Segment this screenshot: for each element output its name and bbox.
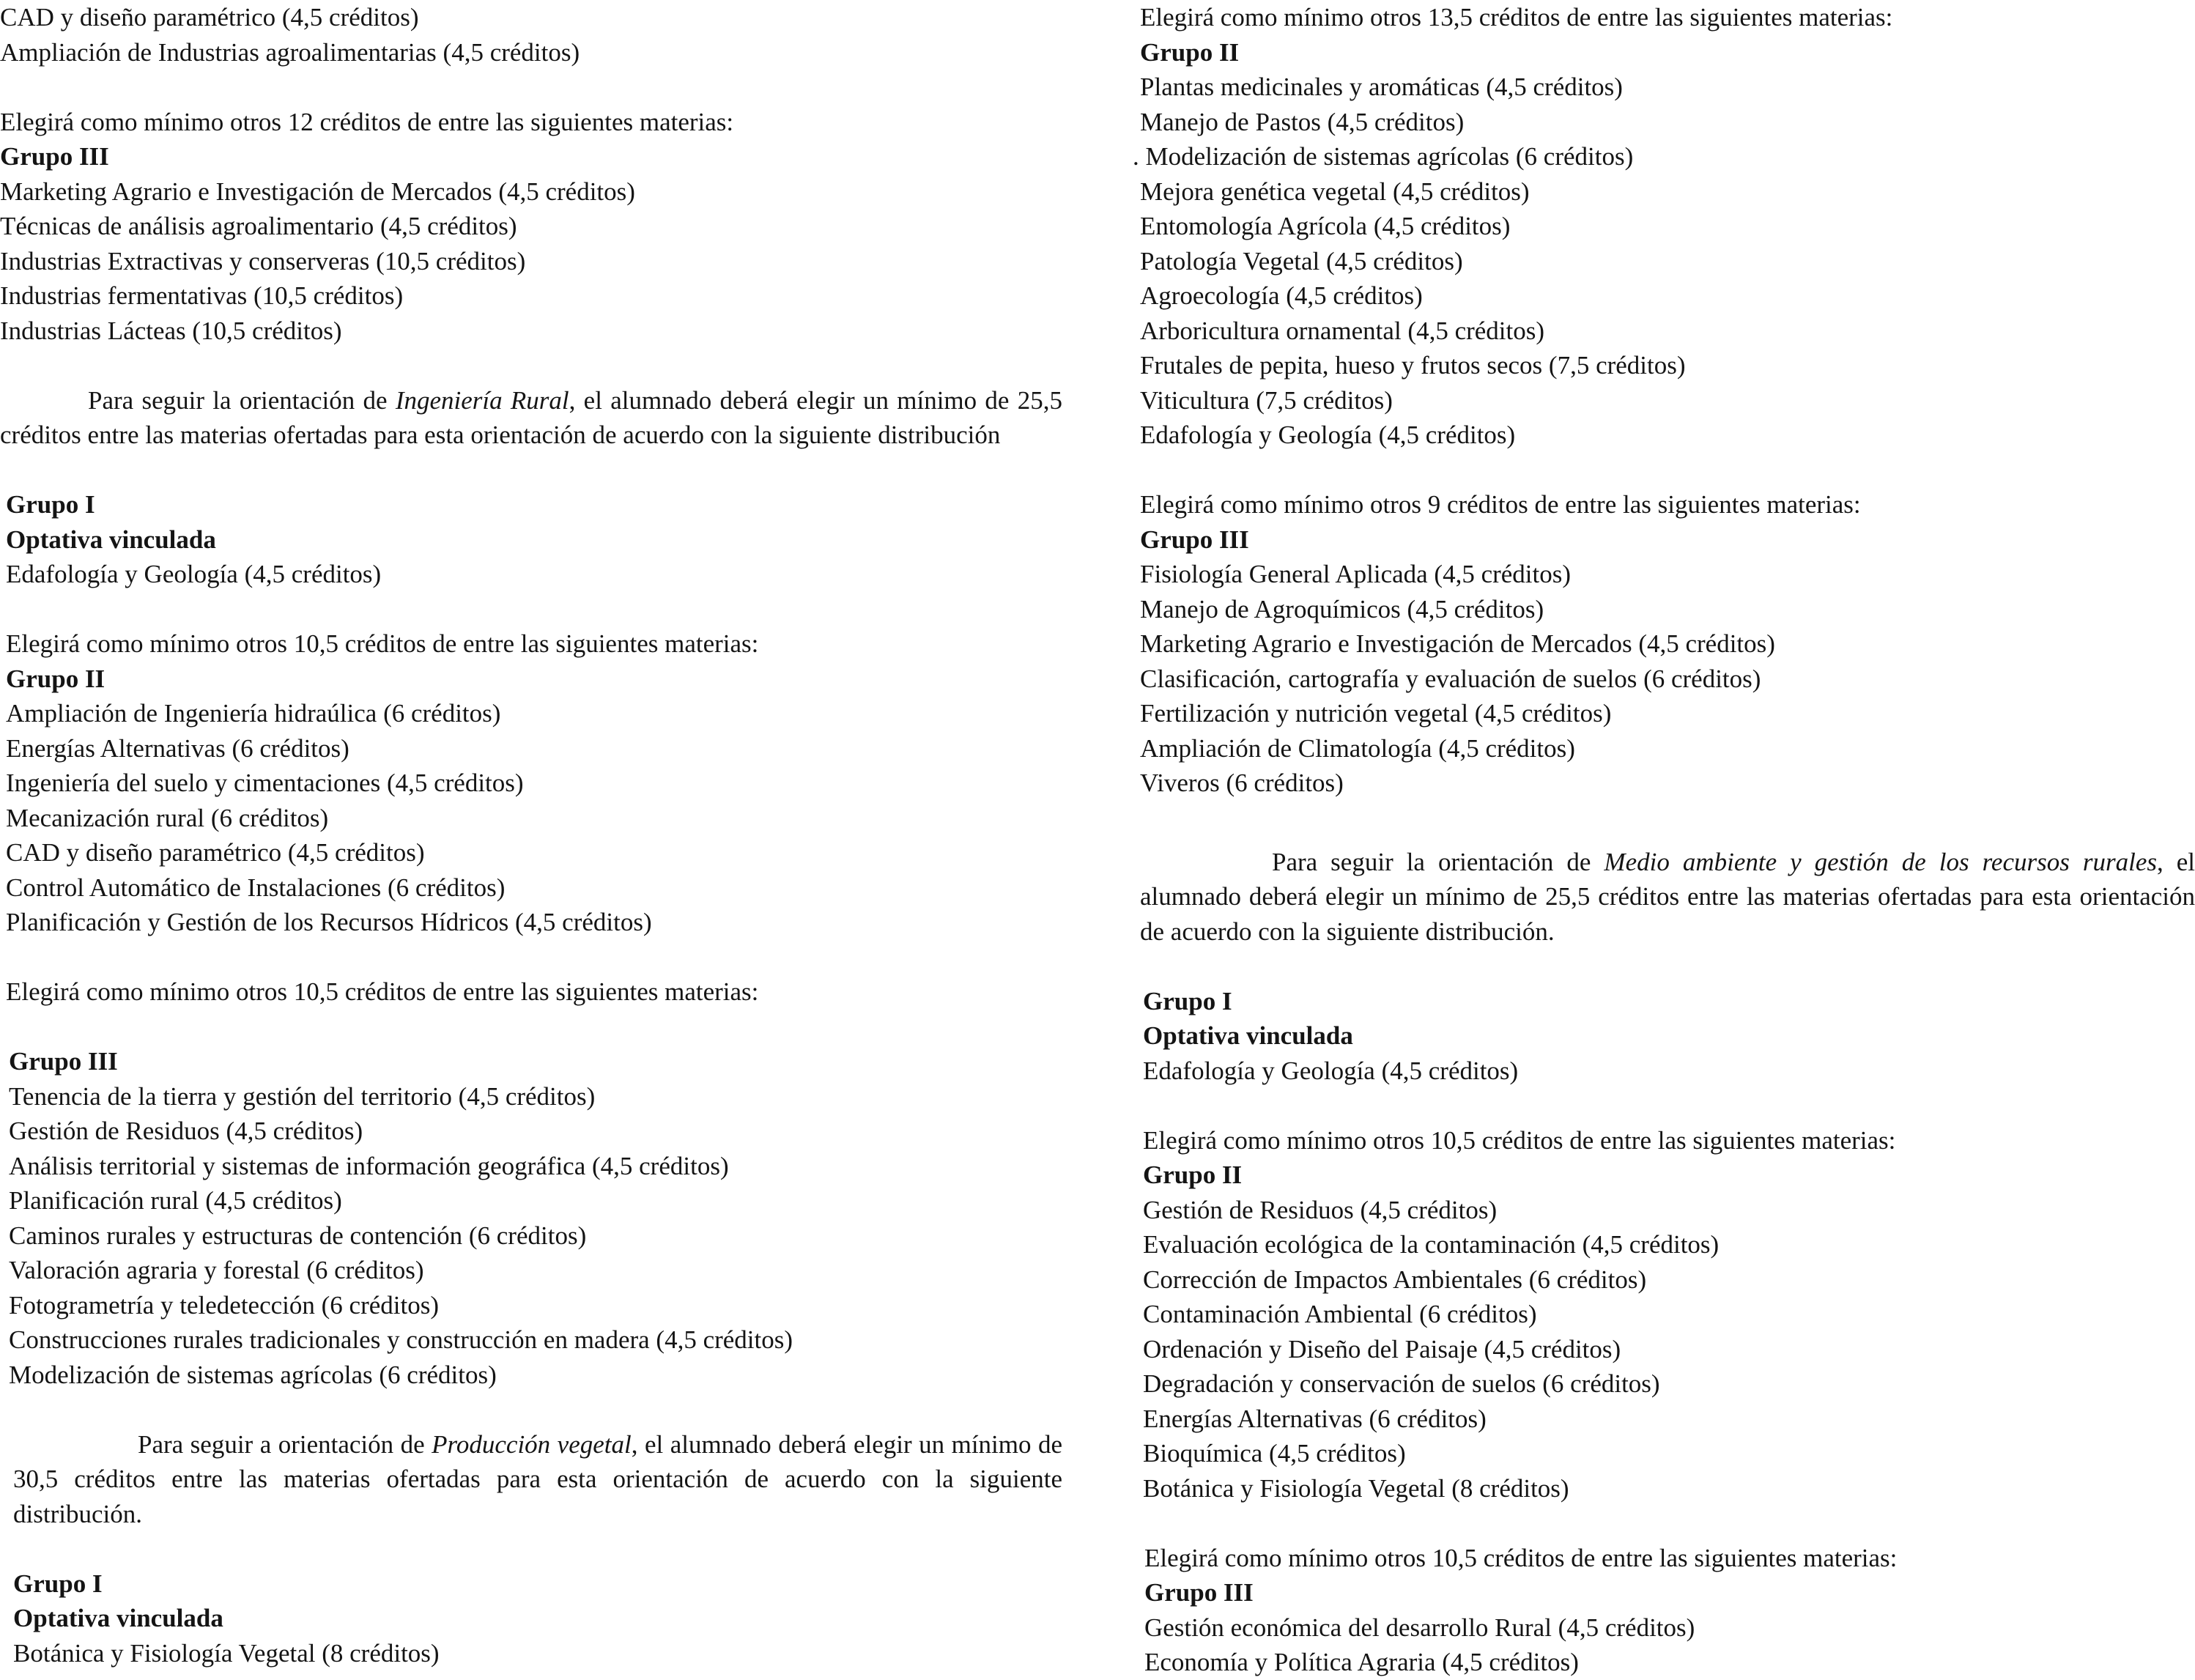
list-item: Mecanización rural (6 créditos) (6, 803, 329, 832)
list-item: Arboricultura ornamental (4,5 créditos) (1140, 316, 1545, 345)
list-item: CAD y diseño paramétrico (4,5 créditos) (6, 838, 425, 867)
list-item: Gestión de Residuos (4,5 créditos) (1143, 1195, 1498, 1224)
list-item: Edafología y Geología (4,5 créditos) (6, 560, 382, 588)
left-column (0, 0, 1062, 1670)
list-item: Manejo de Pastos (4,5 créditos) (1140, 107, 1465, 136)
list-item: Evaluación ecológica de la contaminación (4,5 créditos) (1143, 1230, 1720, 1259)
list-item: Bioquímica (4,5 créditos) (1143, 1439, 1406, 1468)
group-heading: Grupo II (1140, 37, 1240, 67)
list-item: Frutales de pepita, hueso y frutos secos (7,5 créditos) (1140, 351, 1686, 380)
list-item: . Modelización de sistemas agrícolas (6 créditos) (1133, 142, 1634, 171)
group-heading: Grupo I (1143, 986, 1232, 1015)
list-item: Corrección de Impactos Ambientales (6 créditos) (1143, 1265, 1647, 1294)
list-item: Marketing Agrario e Investigación de Mercados (4,5 créditos) (1140, 629, 1775, 658)
list-item: Modelización de sistemas agrícolas (6 créditos) (9, 1360, 497, 1389)
top-lines (0, 0, 1062, 70)
list-item: Contaminación Ambiental (6 créditos) (1143, 1300, 1537, 1328)
orientation-name: Medio ambiente y gestión de los recursos rurales (1604, 847, 2157, 876)
group-list (0, 696, 1062, 940)
list-item: Ordenación y Diseño del Paisaje (4,5 créditos) (1143, 1334, 1621, 1363)
list-item: Ampliación de Climatología (4,5 créditos) (1140, 733, 1575, 763)
paragraph-text: , el alumnado deberá elegir un mínimo de 25,5 créditos entre las materias ofertadas para esta orientación de acuerdo con la siguiente distribución. (1140, 847, 2195, 946)
list-item: Fisiología General Aplicada (4,5 créditos) (1140, 560, 1572, 588)
right-column (1133, 0, 2195, 1680)
selection-intro: Elegirá como mínimo otros 10,5 créditos de entre las siguientes materias: (6, 977, 759, 1006)
group-list (0, 174, 1062, 349)
list-item: Edafología y Geología (4,5 créditos) (1140, 421, 1516, 449)
orientation-paragraph (1140, 845, 2195, 950)
list-item: Plantas medicinales y aromáticas (4,5 créditos) (1140, 73, 1623, 101)
group-heading: Grupo III (1144, 1578, 1254, 1607)
group-heading: Grupo III (0, 142, 109, 171)
group-heading: Grupo II (6, 664, 106, 693)
list-item: Ampliación de Industrias agroalimentarias (4,5 créditos) (0, 37, 580, 67)
paragraph-text: , el alumnado deberá elegir un mínimo de 25,5 créditos entre las materias ofertadas para esta orientación de acuerdo con la siguiente distribución (0, 385, 1062, 449)
group-heading: Grupo II (1143, 1161, 1243, 1189)
list-item: Industrias Lácteas (10,5 créditos) (0, 316, 342, 345)
list-item: Clasificación, cartografía y evaluación de suelos (6 créditos) (1140, 664, 1761, 693)
paragraph-text: Para seguir la orientación de (1272, 847, 1604, 876)
list-item: Control Automático de Instalaciones (6 créditos) (6, 873, 506, 902)
orientation-name: Ingeniería Rural (395, 385, 569, 415)
list-item: Viveros (6 créditos) (1140, 769, 1344, 797)
list-item: Técnicas de análisis agroalimentario (4,5 créditos) (0, 212, 517, 240)
optativa-heading: Optativa vinculada (13, 1604, 223, 1632)
list-item: CAD y diseño paramétrico (4,5 créditos) (0, 3, 419, 32)
list-item: Ingeniería del suelo y cimentaciones (4,5 créditos) (6, 769, 524, 797)
group-list (1133, 70, 2195, 453)
selection-intro: Elegirá como mínimo otros 12 créditos de entre las siguientes materias: (0, 107, 734, 136)
orientation-name: Producción vegetal (432, 1429, 632, 1459)
list-item: Botánica y Fisiología Vegetal (8 créditos) (1143, 1473, 1569, 1503)
paragraph-text: Para seguir a orientación de (138, 1429, 432, 1459)
group-list (1140, 557, 2195, 801)
list-item: Edafología y Geología (4,5 créditos) (1143, 1056, 1519, 1085)
list-item: Patología Vegetal (4,5 créditos) (1140, 246, 1463, 275)
list-item: Marketing Agrario e Investigación de Mercados (4,5 créditos) (0, 177, 635, 206)
list-item: Industrias fermentativas (10,5 créditos) (0, 281, 404, 310)
group-list (0, 1079, 1062, 1393)
paragraph-text: Para seguir la orientación de (88, 385, 396, 415)
list-item: Energías Alternativas (6 créditos) (1143, 1404, 1487, 1433)
selection-intro: Elegirá como mínimo otros 13,5 créditos de entre las siguientes materias: (1140, 3, 1893, 32)
list-item: Fertilización y nutrición vegetal (4,5 créditos) (1140, 699, 1612, 728)
list-item: Construcciones rurales tradicionales y construcción en madera (4,5 créditos) (9, 1325, 793, 1354)
group-heading: Grupo I (6, 490, 95, 519)
list-item: Mejora genética vegetal (4,5 créditos) (1140, 177, 1530, 206)
group-list (1140, 1610, 2195, 1680)
list-item: Planificación y Gestión de los Recursos Hídricos (4,5 créditos) (6, 908, 652, 936)
selection-intro: Elegirá como mínimo otros 10,5 créditos de entre las siguientes materias: (1144, 1543, 1898, 1572)
list-item: Botánica y Fisiología Vegetal (8 créditos) (13, 1638, 440, 1668)
list-item: Ampliación de Ingeniería hidraúlica (6 créditos) (6, 699, 501, 728)
list-item: Gestión de Residuos (4,5 créditos) (9, 1117, 363, 1145)
group-heading: Grupo III (9, 1047, 118, 1076)
list-item: Degradación y conservación de suelos (6 créditos) (1143, 1369, 1660, 1398)
list-item: Gestión económica del desarrollo Rural (4,5 créditos) (1144, 1613, 1695, 1642)
list-item: Caminos rurales y estructuras de contención (6 créditos) (9, 1221, 587, 1250)
group-heading: Grupo III (1140, 525, 1249, 554)
list-item: Tenencia de la tierra y gestión del territorio (4,5 créditos) (9, 1081, 596, 1111)
paragraph-text: , el alumnado deberá elegir un mínimo de 30,5 créditos entre las materias ofertadas para esta orientación de acuerdo con la siguiente distribución. (13, 1429, 1063, 1528)
orientation-paragraph (0, 1427, 1062, 1532)
list-item: Manejo de Agroquímicos (4,5 créditos) (1140, 594, 1544, 623)
list-item: Economía y Política Agraria (4,5 créditos) (1144, 1648, 1579, 1676)
list-item: Industrias Extractivas y conserveras (10,5 créditos) (0, 246, 526, 275)
list-item: Análisis territorial y sistemas de información geográfica (4,5 créditos) (9, 1151, 729, 1180)
group-list (1140, 1193, 2195, 1506)
list-item: Fotogrametría y teledetección (6 créditos) (9, 1290, 439, 1320)
list-item: Valoración agraria y forestal (6 créditos) (9, 1256, 424, 1284)
list-item: Entomología Agrícola (4,5 créditos) (1140, 212, 1511, 240)
selection-intro: Elegirá como mínimo otros 10,5 créditos de entre las siguientes materias: (6, 629, 759, 658)
orientation-paragraph (0, 383, 1062, 453)
group-heading: Grupo I (13, 1569, 103, 1598)
selection-intro: Elegirá como mínimo otros 10,5 créditos de entre las siguientes materias: (1143, 1125, 1896, 1155)
list-item: Energías Alternativas (6 créditos) (6, 733, 349, 763)
list-item: Planificación rural (4,5 créditos) (9, 1186, 342, 1215)
selection-intro: Elegirá como mínimo otros 9 créditos de entre las siguientes materias: (1140, 490, 1861, 519)
optativa-heading: Optativa vinculada (1143, 1021, 1353, 1050)
list-item: Viticultura (7,5 créditos) (1140, 385, 1393, 415)
list-item: Agroecología (4,5 créditos) (1140, 281, 1423, 310)
optativa-heading: Optativa vinculada (6, 525, 216, 554)
